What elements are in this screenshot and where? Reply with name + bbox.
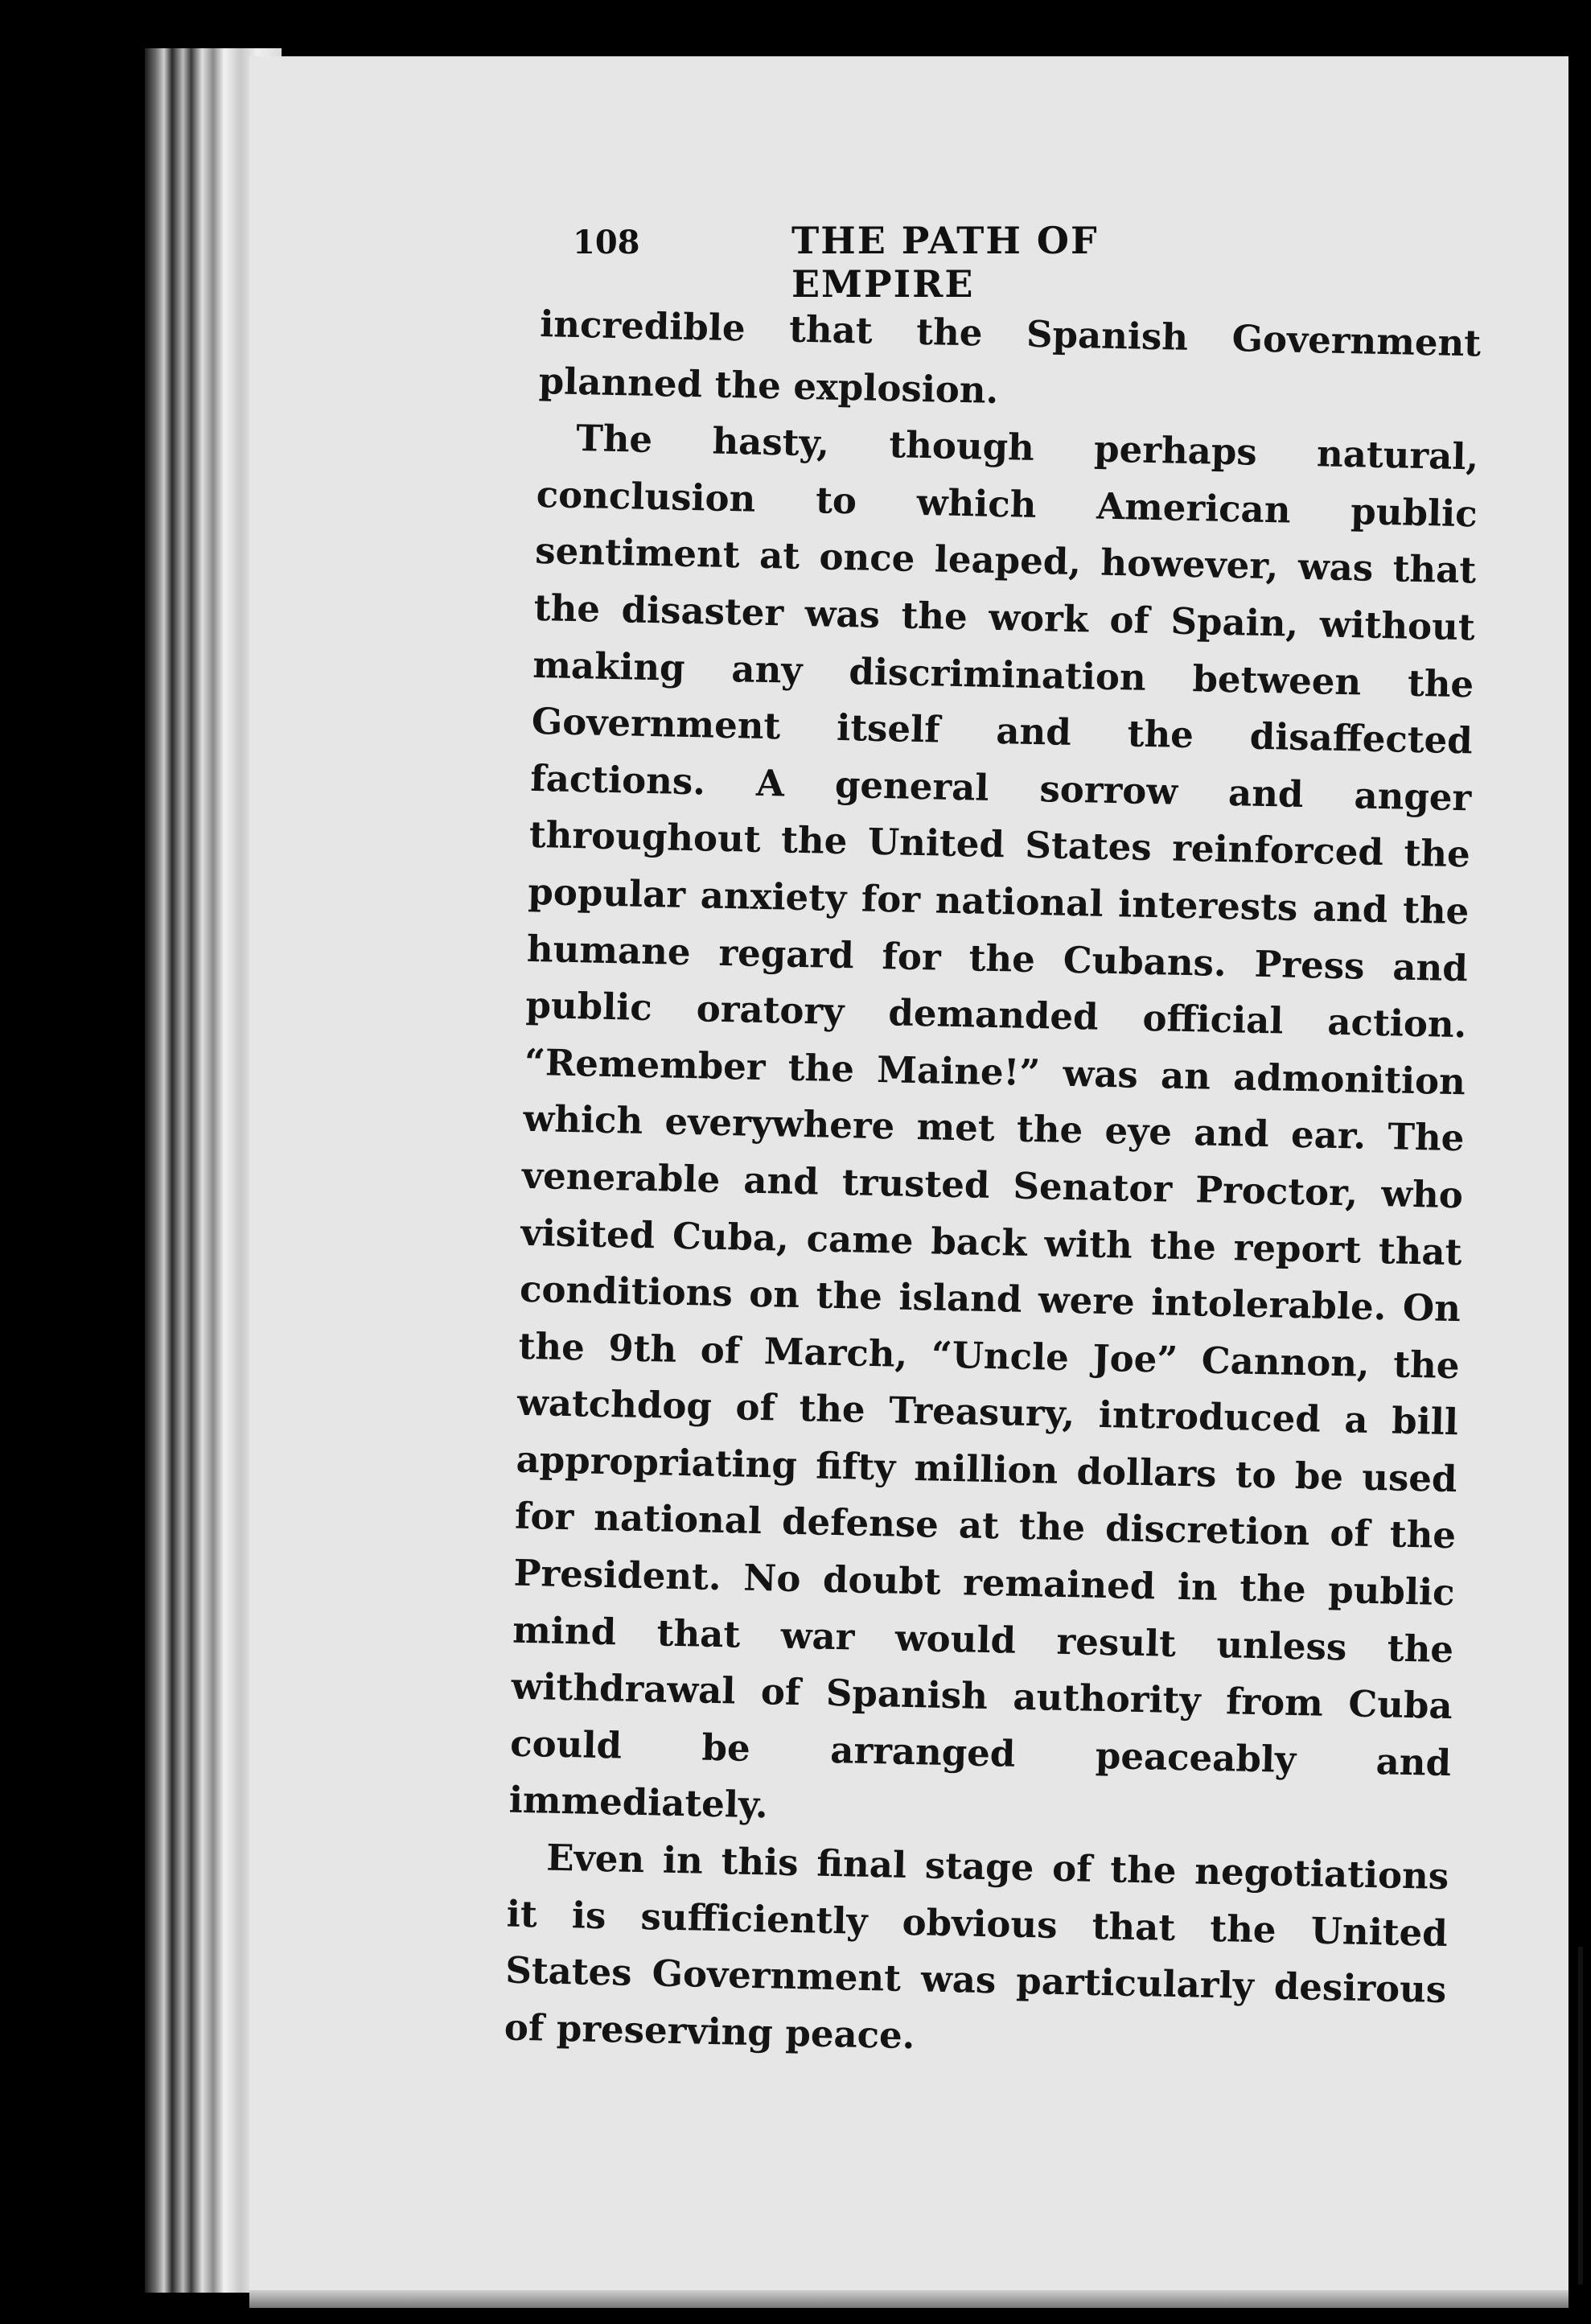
paragraph-1: incredible that the Spanish Government planned the explosion. [538, 302, 1482, 412]
paragraph-3: Even in this final stage of the negotiations it is sufficiently obvious that the United States Government was particularly desirous of preserving peace. [504, 1836, 1449, 2058]
body-text [504, 296, 1482, 2075]
page-bottom-edge [249, 2290, 1568, 2308]
page-header [573, 219, 1264, 306]
running-head: THE PATH OF EMPIRE [791, 219, 1099, 306]
page-right-edge [1578, 1947, 1583, 2285]
page-number: 108 [573, 224, 640, 261]
paragraph-2: The hasty, though perhaps natural, conclusion to which American public sentiment at once leaped, however, was that the disaster was the work of Spain, without making any discrimination between the Government itself and the disaffected factions. A general sorrow and anger throughout the United States reinforced the popular anxiety for national interests and the humane regard for the Cubans. Press and public oratory demanded official action. “Remember the Maine!” was an admonition which everywhere met the eye and ear. The venerable and trusted Senator Proctor, who visited Cuba, came back with the report that conditions on the island were intolerable. On the 9th of March, “Uncle Joe” Cannon, the watchdog of the Treasury, introduced a bill appropriating fifty million dollars to be used for national defense at the discretion of the President. No doubt remained in the public mind that war would result unless the withdrawal of Spanish authority from Cuba could be arranged peaceably and immediately. [508, 417, 1479, 1827]
